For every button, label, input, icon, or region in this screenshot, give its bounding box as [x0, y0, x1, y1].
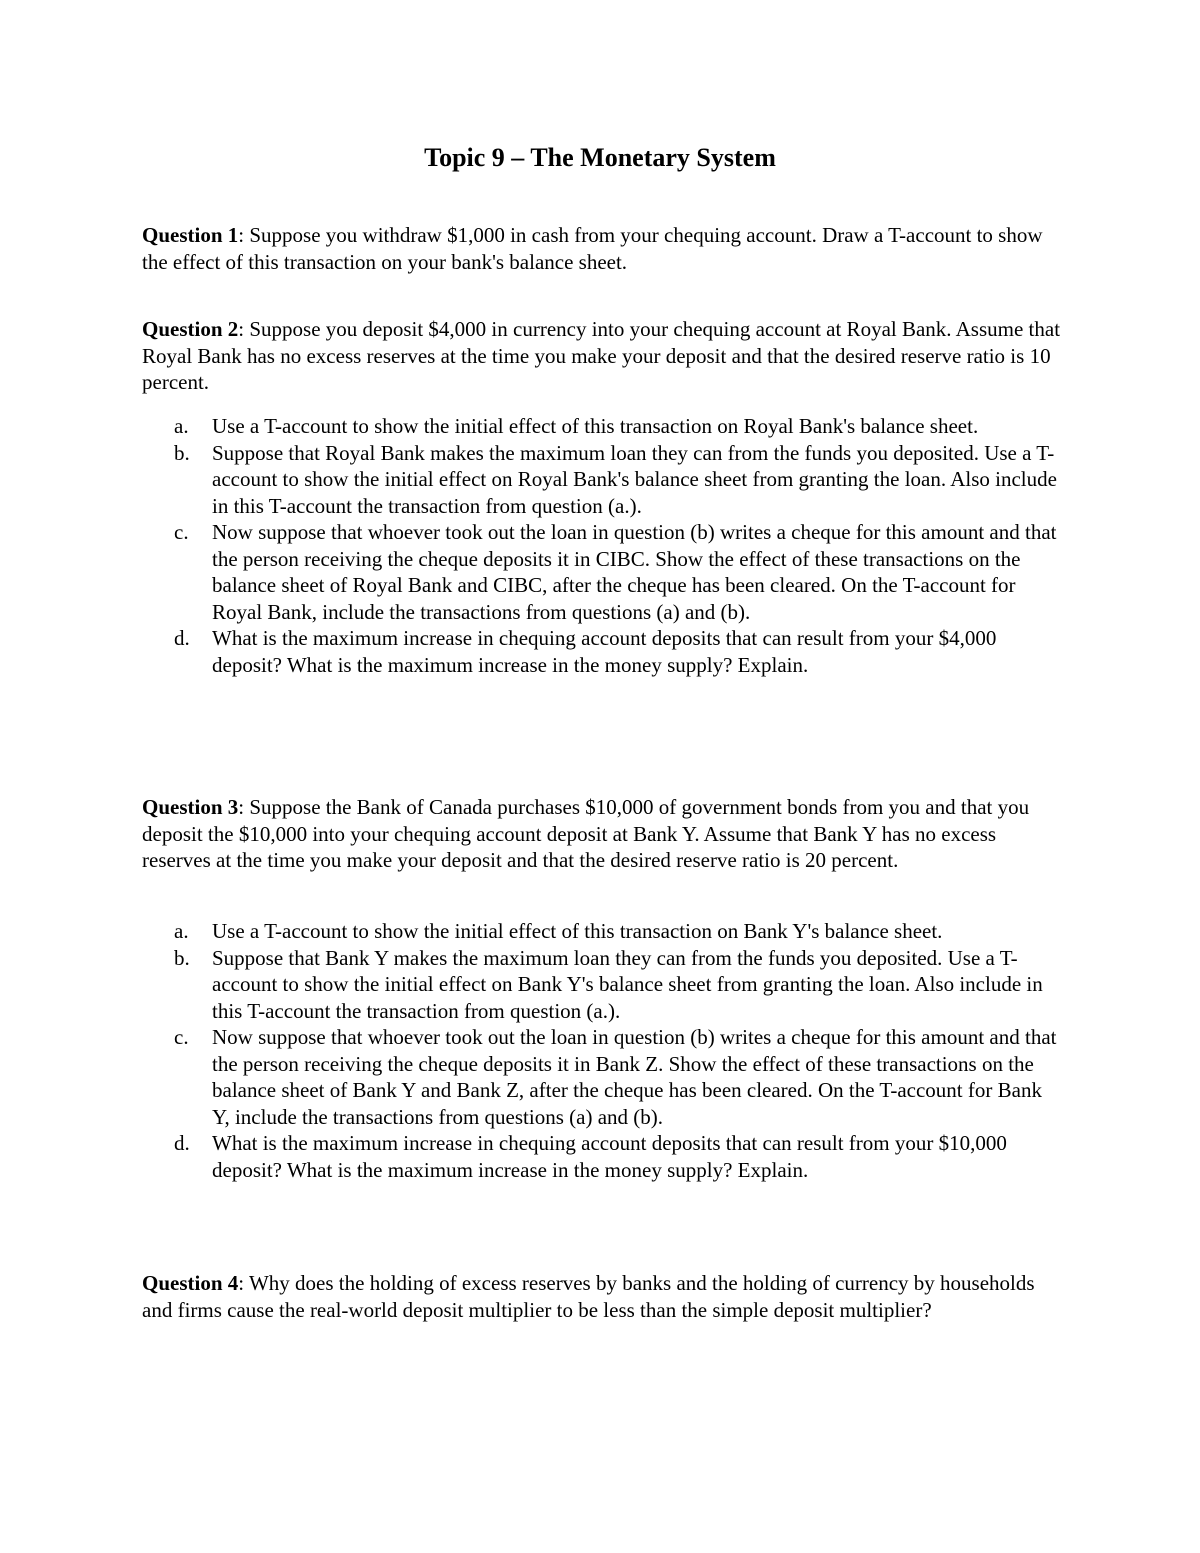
list-marker: b. — [174, 945, 190, 970]
list-item-text: What is the maximum increase in chequing account deposits that can result from your $4,000 deposit? What is the maximum increase in the money supply? Explain. — [212, 626, 997, 677]
question-2-label: Question 2 — [142, 317, 239, 341]
question-1 — [142, 222, 1062, 275]
list-marker: c. — [174, 520, 189, 544]
list-item-text: Now suppose that whoever took out the loan in question (b) writes a cheque for this amount and that the person receiving the cheque deposits it in CIBC. Show the effect of these transactions on the balance sheet of Royal Bank and CIBC, after the cheque has been cleared. On the T-account for Royal Bank, include the transactions from questions (a) and (b). — [212, 520, 1057, 624]
list-marker: b. — [174, 440, 190, 465]
list-item-text: What is the maximum increase in chequing account deposits that can result from your $10,000 deposit? What is the maximum increase in the money supply? Explain. — [212, 1131, 1007, 1182]
list-marker: a. — [174, 919, 189, 943]
question-4-text: : Why does the holding of excess reserves by banks and the holding of currency by households and firms cause the real-world deposit multiplier to be less than the simple deposit multiplier? — [142, 1271, 1035, 1322]
list-item-text: Now suppose that whoever took out the loan in question (b) writes a cheque for this amount and that the person receiving the cheque deposits it in Bank Z. Show the effect of these transactions on the balance sheet of Bank Y and Bank Z, after the cheque has been cleared. On the T-account for Bank Y, include the transactions from questions (a) and (b). — [212, 1025, 1057, 1129]
question-3 — [142, 794, 1062, 874]
question-4 — [142, 1270, 1062, 1323]
list-marker: c. — [174, 1025, 189, 1049]
list-item-text: Use a T-account to show the initial effect of this transaction on Bank Y's balance sheet. — [212, 919, 943, 943]
list-item — [142, 413, 1062, 440]
question-2 — [142, 316, 1062, 396]
list-item-text: Use a T-account to show the initial effect of this transaction on Royal Bank's balance sheet. — [212, 414, 979, 438]
question-4-label: Question 4 — [142, 1271, 239, 1295]
question-3-label: Question 3 — [142, 795, 239, 819]
list-item — [142, 519, 1062, 625]
list-item-text: Suppose that Royal Bank makes the maximum loan they can from the funds you deposited. Use a T-account to show the initial effect on Royal Bank's balance sheet from granting the loan. Also include in this T-account the transaction from question (a.). — [212, 440, 1057, 518]
list-marker: a. — [174, 414, 189, 438]
list-marker: d. — [174, 626, 190, 650]
question-2-text: : Suppose you deposit $4,000 in currency into your chequing account at Royal Bank. Assume that Royal Bank has no excess reserves at the time you make your deposit and that the desired reserve ratio is 10 percent. — [142, 317, 1061, 394]
page-title: Topic 9 – The Monetary System — [424, 143, 776, 172]
list-item — [142, 945, 1062, 1025]
list-item-text: Suppose that Bank Y makes the maximum loan they can from the funds you deposited. Use a T-account to show the initial effect on Bank Y's balance sheet from granting the loan. Also include in this T-account the transaction from question (a.). — [212, 945, 1043, 1023]
list-item — [142, 1024, 1062, 1130]
list-item — [142, 918, 1062, 945]
list-marker: d. — [174, 1131, 190, 1155]
list-item — [142, 440, 1062, 520]
list-item — [142, 1130, 1062, 1183]
question-1-label: Question 1 — [142, 223, 239, 247]
question-1-text: : Suppose you withdraw $1,000 in cash from your chequing account. Draw a T-account to show the effect of this transaction on your bank's balance sheet. — [142, 223, 1043, 274]
question-3-subparts — [142, 918, 1062, 1183]
question-3-text: : Suppose the Bank of Canada purchases $10,000 of government bonds from you and that you deposit the $10,000 into your chequing account deposit at Bank Y. Assume that Bank Y has no excess reserves at the time you make your deposit and that the desired reserve ratio is 20 percent. — [142, 795, 1030, 872]
question-2-subparts — [142, 413, 1062, 678]
list-item — [142, 625, 1062, 678]
